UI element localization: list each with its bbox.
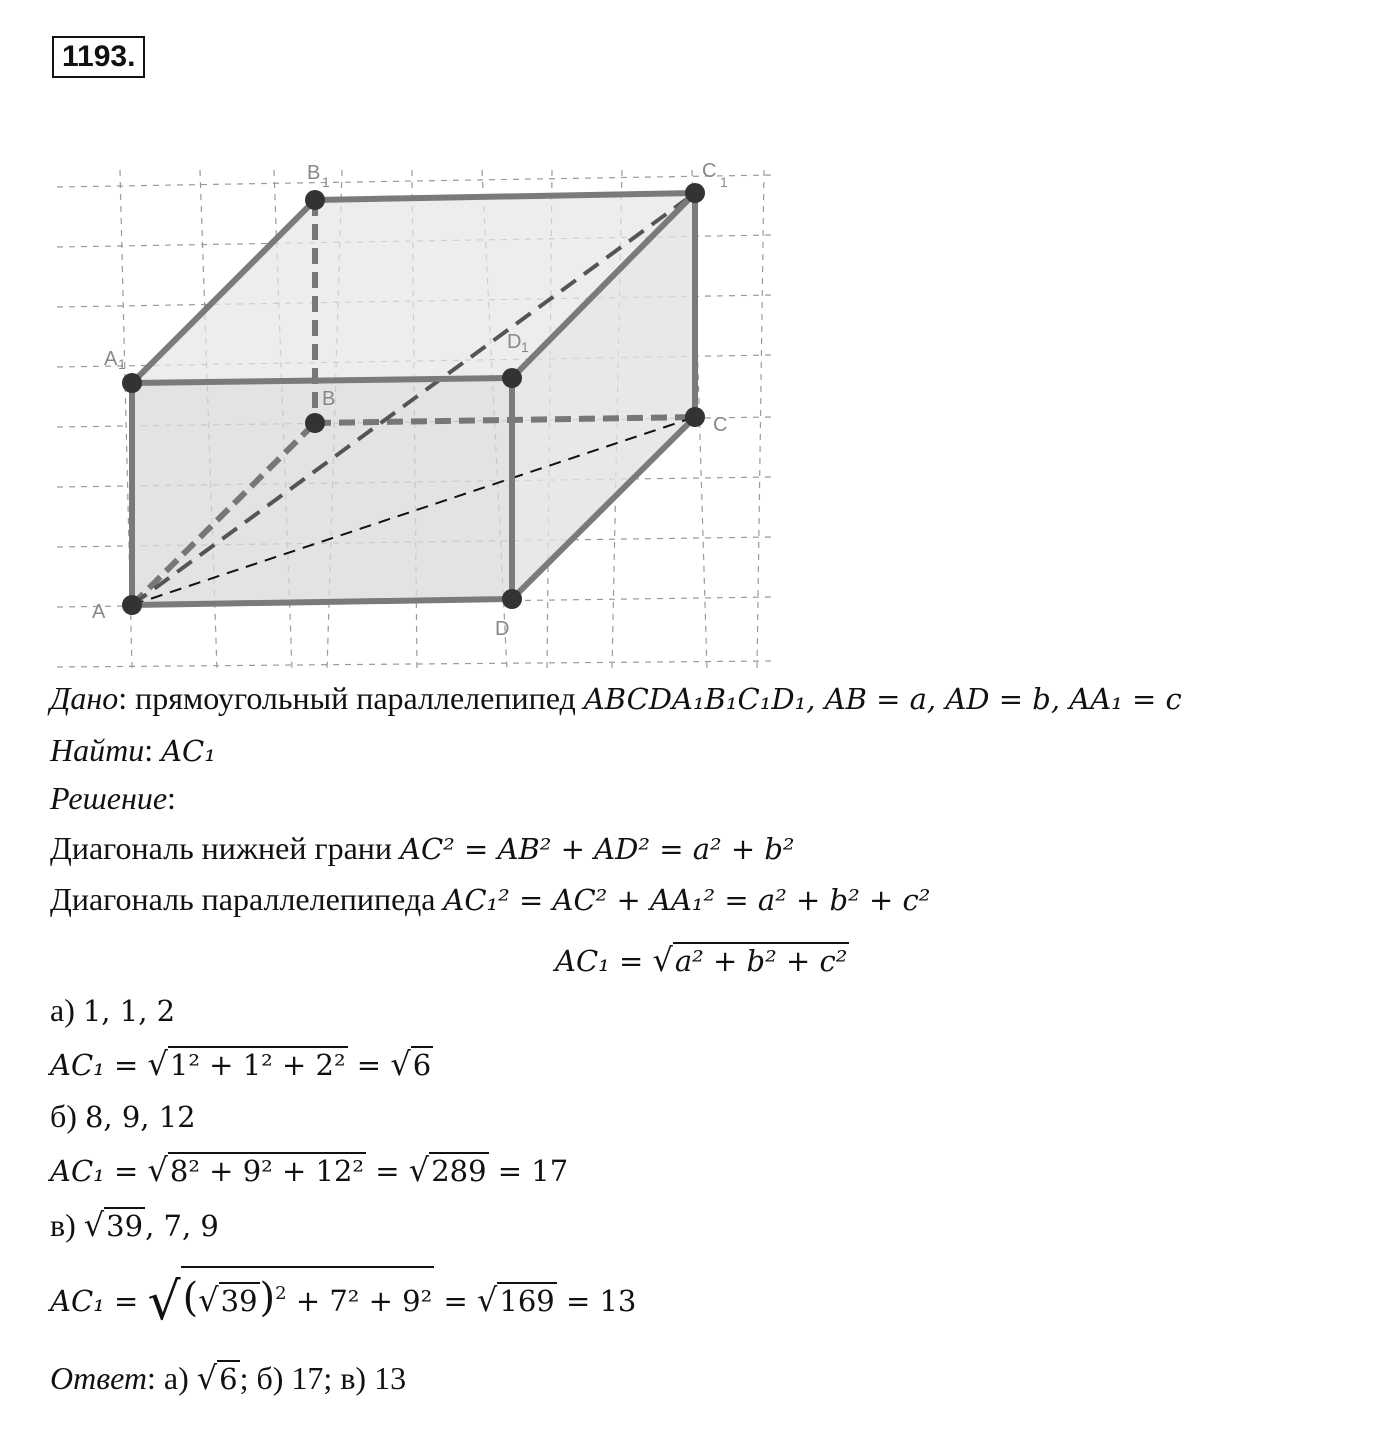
label-D1-sub: 1: [521, 339, 529, 355]
label-A: A: [92, 601, 106, 623]
label-C: C: [713, 414, 728, 436]
find-line: [50, 730, 216, 771]
case-a-radicand: 1² + 1² + 2²: [169, 1048, 346, 1082]
given-text: : прямоугольный параллелепипед: [118, 680, 584, 716]
step2-line: [50, 879, 930, 920]
sqrt-symbol: √: [83, 1206, 105, 1244]
answer-root-a: 6: [219, 1362, 238, 1396]
case-c-label-line: [50, 1205, 219, 1246]
case-c-final: = 13: [556, 1284, 637, 1318]
label-D1: D: [507, 331, 522, 353]
case-b-result-line: [50, 1150, 568, 1191]
case-b-label: б): [50, 1098, 85, 1134]
sqrt-symbol: √: [196, 1359, 218, 1397]
given-label: Дано: [50, 680, 119, 716]
sqrt-symbol: √: [652, 941, 673, 979]
sqrt-symbol: √: [390, 1045, 411, 1083]
label-C1: C: [702, 160, 717, 182]
case-c-result-line: [50, 1272, 637, 1332]
label-A1: A: [104, 348, 118, 370]
case-b-label-line: [50, 1096, 196, 1137]
close-paren: ): [259, 1275, 276, 1321]
label-A1-sub: 1: [118, 356, 126, 372]
case-a-result: 6: [412, 1048, 432, 1082]
open-paren: (: [182, 1275, 199, 1321]
solution-label: Решение: [50, 780, 168, 816]
case-a-lhs: AC₁ =: [50, 1048, 148, 1082]
sqrt-symbol: √: [408, 1151, 430, 1189]
label-B: B: [322, 388, 336, 410]
sqrt-symbol: √: [147, 1151, 168, 1189]
formula-lhs: AC₁ =: [555, 944, 653, 978]
case-a-eq: =: [347, 1048, 391, 1082]
case-b-radicand: 8² + 9² + 12²: [169, 1154, 365, 1188]
answer-line: [50, 1358, 406, 1398]
given-math: ABCDA₁B₁C₁D₁, AB = a, AD = b, AA₁ = c: [583, 682, 1182, 716]
case-c-radicand: [181, 1266, 435, 1321]
step2-text: Диагональ параллелепипеда: [50, 881, 444, 917]
case-b-mid: 289: [431, 1154, 487, 1188]
label-B1-sub: 1: [322, 174, 330, 190]
sqrt-symbol: √: [476, 1281, 498, 1319]
case-a-values: 1, 1, 2: [82, 994, 176, 1028]
label-D: D: [495, 618, 510, 640]
case-b-lhs: AC₁ =: [50, 1154, 148, 1188]
general-formula: [555, 940, 849, 981]
given-line: [50, 678, 1182, 719]
case-c-values-root: 39: [106, 1209, 144, 1243]
label-B1: B: [307, 162, 321, 184]
case-c-lhs: AC₁ =: [50, 1284, 148, 1318]
case-c-values-rest: , 7, 9: [145, 1209, 219, 1243]
case-c-inner-root: 39: [220, 1284, 258, 1318]
answer-text-a: : а): [147, 1360, 197, 1396]
square-exp: 2: [275, 1283, 287, 1304]
case-c-rest: + 7² + 9²: [286, 1284, 433, 1318]
case-c-label: в): [50, 1207, 84, 1243]
step2-math: AC₁² = AC² + AA₁² = a² + b² + c²: [443, 883, 931, 917]
solution-line: [50, 778, 176, 818]
step1-text: Диагональ нижней грани: [50, 830, 401, 866]
find-label: Найти: [50, 732, 145, 768]
sqrt-symbol-large: √: [147, 1272, 181, 1332]
formula-radicand: a² + b² + c²: [674, 944, 848, 978]
find-text: :: [144, 732, 162, 768]
case-b-eq: =: [366, 1154, 409, 1188]
case-a-label: а): [50, 992, 83, 1028]
parallelepiped-figure: [52, 155, 782, 675]
case-c-mid: 169: [499, 1284, 555, 1318]
solution-text: :: [167, 780, 176, 816]
case-b-values: 8, 9, 12: [84, 1100, 196, 1134]
answer-label: Ответ: [50, 1360, 147, 1396]
step1-line: [50, 828, 795, 869]
answer-text-rest: ; б) 17; в) 13: [239, 1360, 407, 1396]
case-a-label-line: [50, 990, 175, 1031]
case-c-eq: =: [434, 1284, 477, 1318]
problem-number: 1193.: [52, 36, 145, 78]
sqrt-symbol: √: [147, 1045, 168, 1083]
sqrt-symbol: √: [198, 1281, 219, 1319]
front-face: [132, 378, 512, 605]
label-C1-sub: 1: [720, 174, 728, 190]
case-b-final: = 17: [488, 1154, 569, 1188]
find-math: AC₁: [161, 734, 216, 768]
case-a-result-line: [50, 1044, 433, 1085]
step1-math: AC² = AB² + AD² = a² + b²: [400, 832, 795, 866]
